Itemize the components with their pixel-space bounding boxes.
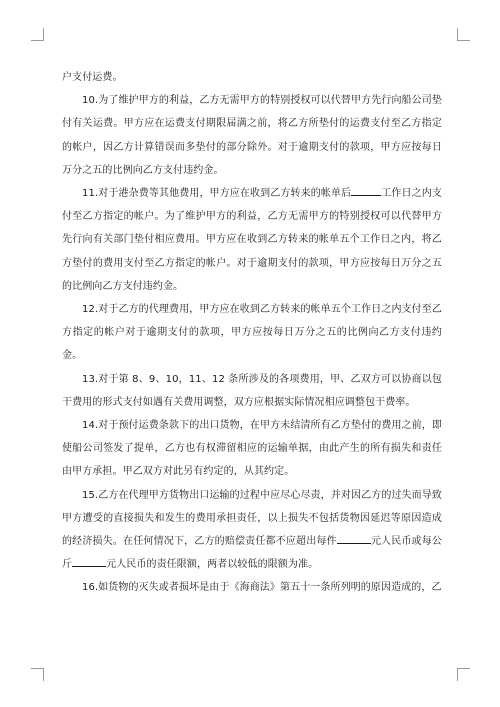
clause-15-text-c: 元人民币的责任限额，两者以较低的限额为准。: [106, 559, 319, 571]
clause-12: 12.对于乙方的代理费用，甲方应在收到乙方转来的帐单五个工作日之内支付至乙方指定的帐户对于逾期支付的款项，甲方应按每日万分之五的比例向乙方支付违约金。: [62, 304, 442, 362]
fill-in-blank-per-piece: [337, 534, 371, 544]
clause-11-text-a: 11.对于港杂费等其他费用，甲方应在收到乙方转来的帐单后: [82, 188, 352, 200]
clause-10: 10.为了维护甲方的利益，乙方无需甲方的特别授权可以代替甲方先行向船公司垫付有关运费。甲方应在运费支付期限届满之前，将乙方所垫付的运费支付至乙方指定的帐户，因乙方计算错误而多垫付的部分除外。对于逾期支付的款项，甲方应按每日万分之五的比例向乙方支付违约金。: [62, 95, 442, 176]
clause-15-text-a: 15.乙方在代理甲方货物出口运输的过程中应尽心尽责，并对因乙方的过失而导致甲方遭受的直接损失和发生的费用承担责任，以上损失不包括货物因延迟等原因造成的经济损失。在任何情况下，乙方的赔偿责任都不应超出每件: [62, 489, 442, 548]
clause-14: 14.对于预付运费条款下的出口货物，在甲方未结清所有乙方垫付的费用之前，即使船公司签发了提单，乙方也有权滞留相应的运输单据，由此产生的所有损失和责任由甲方承担。甲乙双方对此另有约定的，从其约定。: [62, 420, 442, 478]
clause-15: [62, 484, 442, 577]
fill-in-blank-days: [351, 186, 381, 196]
clause-15-text-b: 元人民币或每公斤: [62, 536, 442, 571]
continued-text: 户支付运费。: [62, 72, 123, 83]
fill-in-blank-per-kg: [72, 557, 106, 567]
crop-mark-bottom-right: [457, 668, 470, 681]
clause-13: 13.对于第 8、9、10，11、12 条所涉及的各项费用，甲、乙双方可以协商以包干费用的形式支付如遇有关费用调整，双方应根据实际情况相应调整包干费率。: [62, 373, 442, 408]
clause-11-text-b: 工作日之内支付至乙方指定的帐户。为了维护甲方的利益，乙方无需甲方的特别授权可以代替甲方先行向有关部门垫付相应费用。甲方应在收到乙方转来的帐单五个工作日之内，将乙方垫付的费用支付至乙方指定的帐户。对于逾期支付的款项，甲方应按每日万分之五的比例向乙方支付违约金。: [62, 188, 442, 292]
crop-mark-bottom-left: [31, 668, 44, 681]
document-body: [62, 66, 442, 600]
crop-mark-top-right: [457, 28, 470, 41]
clause-11: [62, 182, 442, 298]
clause-16: 16.如货物的灭失或者损坏是由于《海商法》第五十一条所列明的原因造成的，乙: [82, 582, 442, 594]
crop-mark-top-left: [31, 28, 44, 41]
